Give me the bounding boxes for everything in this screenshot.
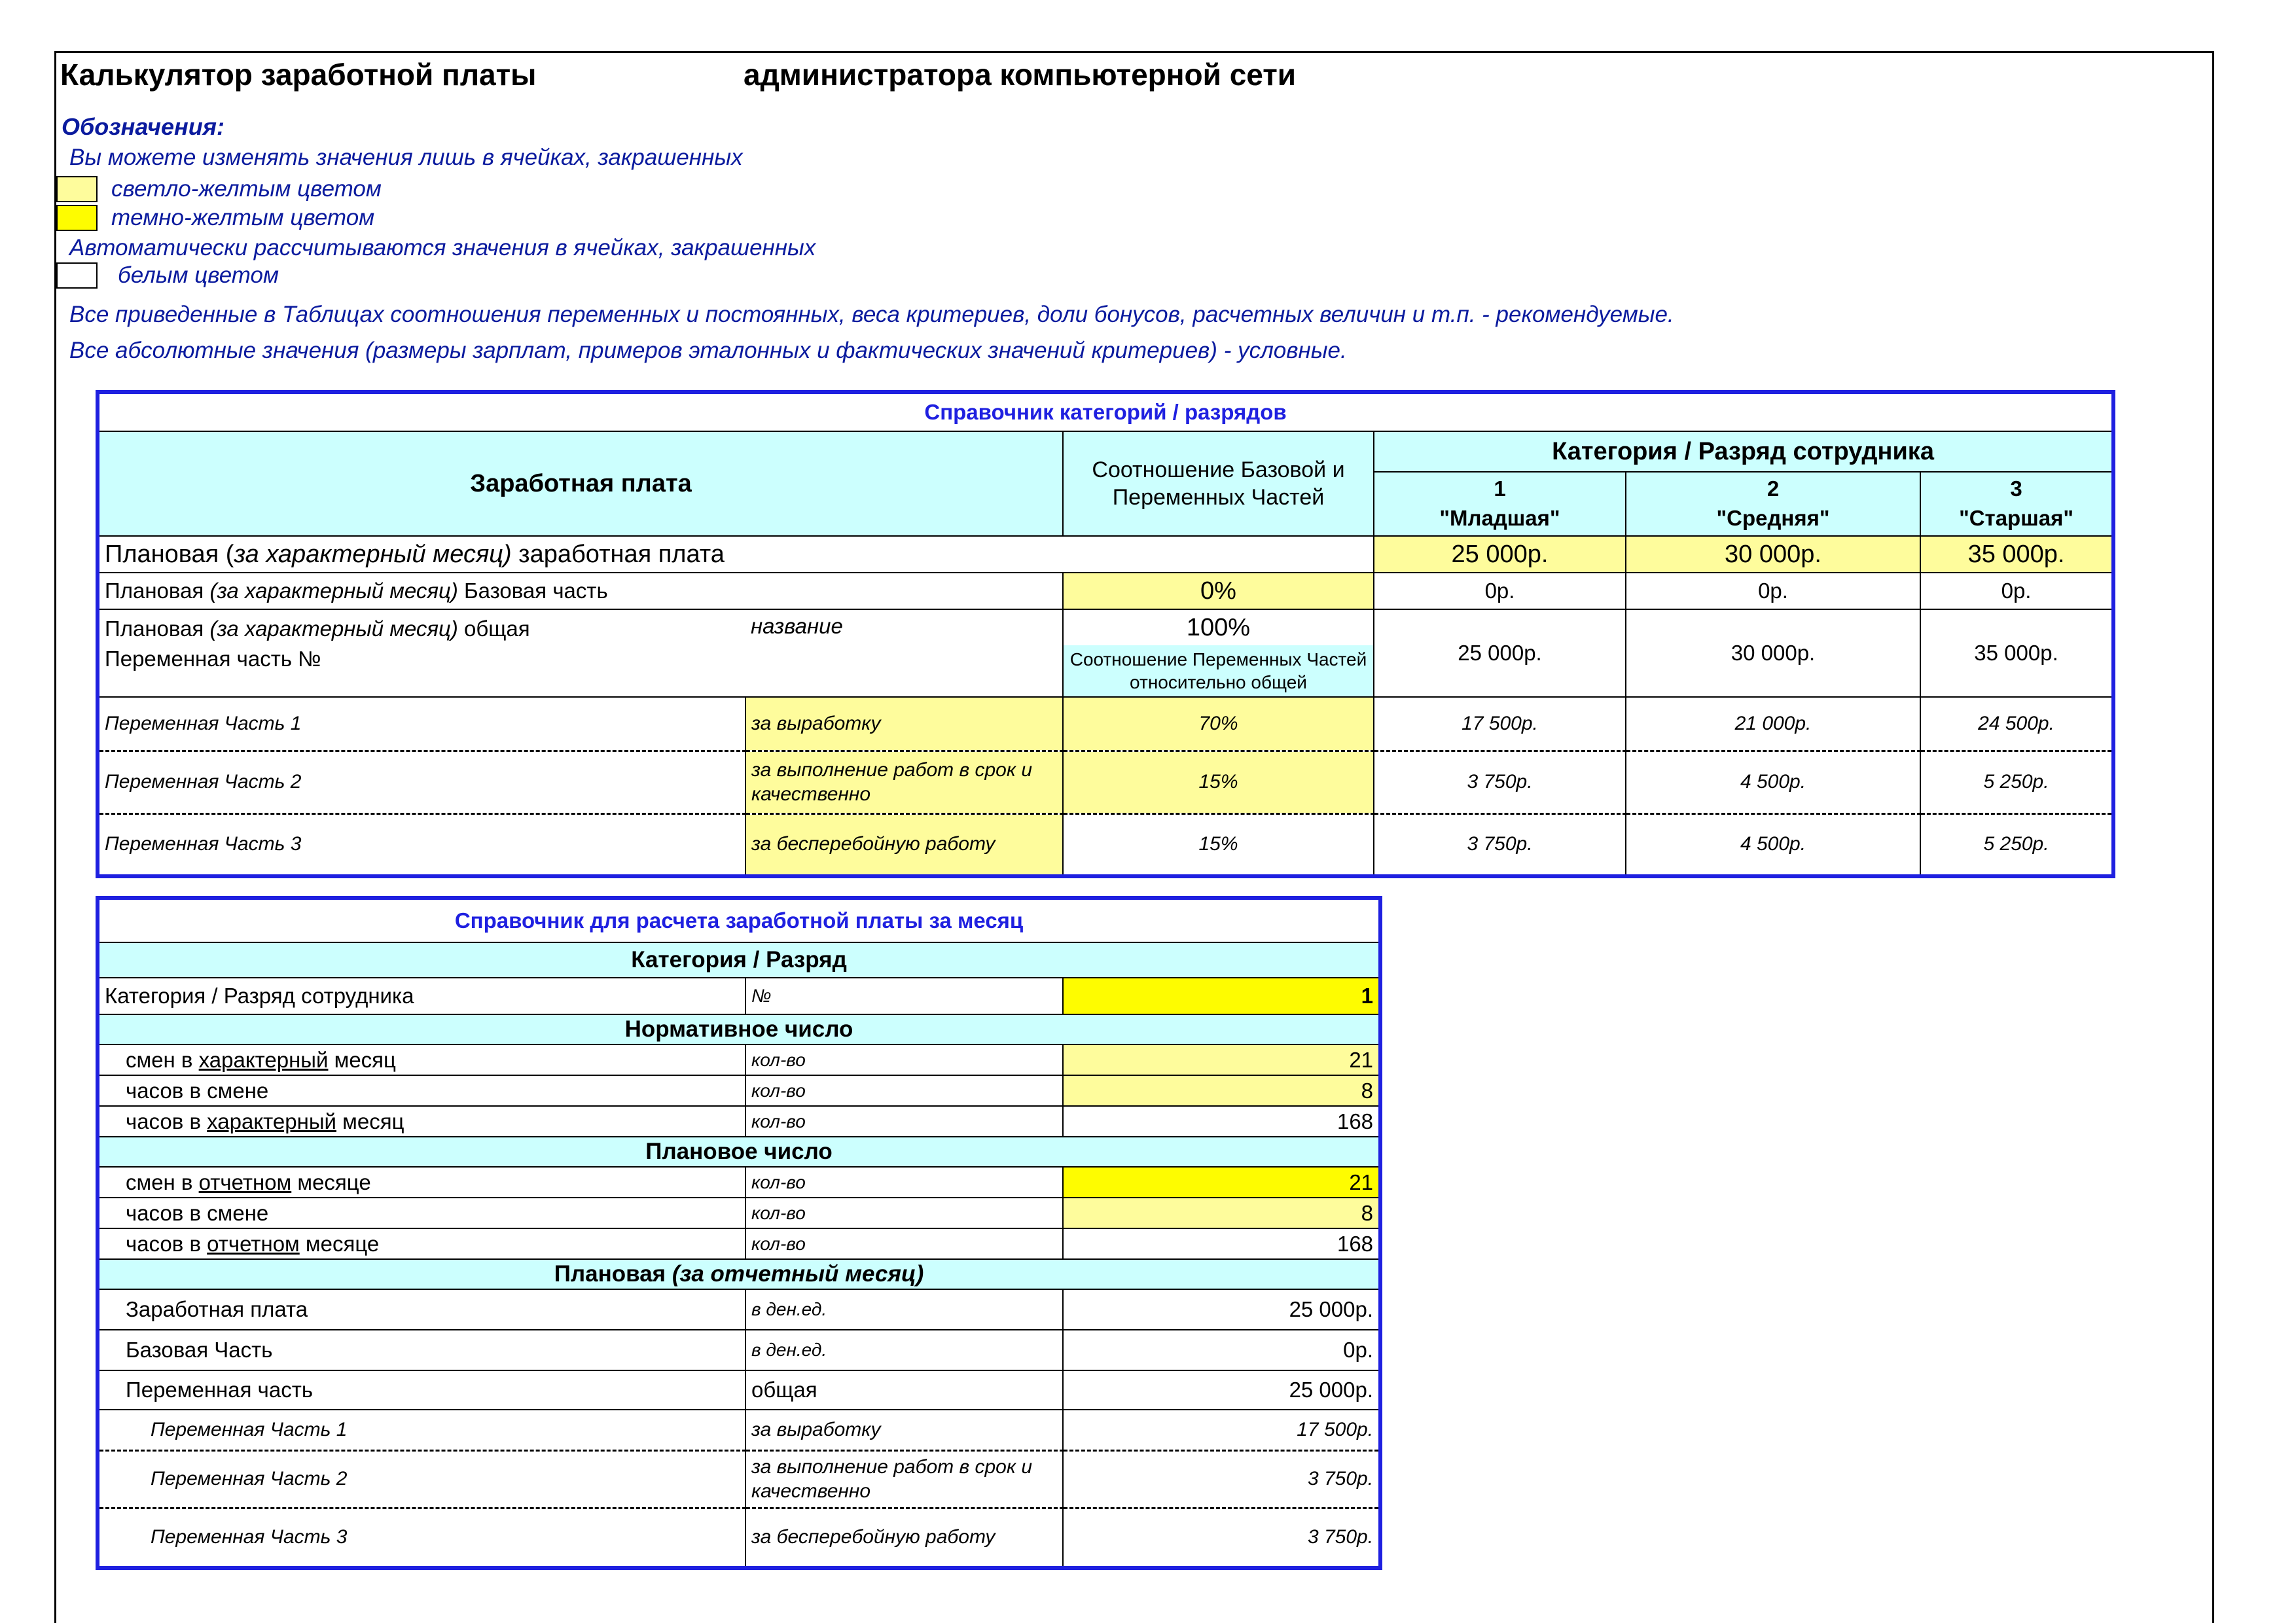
plan-hours-month-label: часов в отчетном месяце [98,1228,745,1259]
part-2-name: за выполнение работ в срок и качественно [745,1450,1063,1508]
category-label: Категория / Разряд сотрудника [98,978,745,1014]
variable-part-1-cat-2: 21 000р. [1626,697,1920,751]
variable-part-3-cat-2: 4 500р. [1626,813,1920,876]
variable-row-unit: общая [745,1370,1063,1410]
base-row-label: Базовая Часть [98,1330,745,1370]
plan-hours-month-unit: кол-во [745,1228,1063,1259]
part-1-label: Переменная Часть 1 [98,1410,745,1450]
category-header: Категория / Разряд сотрудника [1374,431,2113,472]
planned-salary-cat-2[interactable]: 30 000р. [1626,536,1920,573]
variable-row-value: 25 000р. [1063,1370,1380,1410]
plan-hours-per-shift-unit: кол-во [745,1198,1063,1228]
variable-part-3-cat-1: 3 750р. [1374,813,1626,876]
variable-total-ratio: 100% [1186,614,1251,641]
variable-part-3-ratio: 15% [1063,813,1374,876]
base-part-cat-1: 0р. [1374,573,1626,609]
variable-part-1-cat-3: 24 500р. [1920,697,2113,751]
variable-part-2-name[interactable]: за выполнение работ в срок и качественно [745,751,1063,813]
norm-hours-per-shift-unit: кол-во [745,1075,1063,1106]
page-title: Калькулятор заработной платы [60,58,537,92]
norm-hours-month-unit: кол-во [745,1106,1063,1137]
base-part-ratio[interactable]: 0% [1063,573,1374,609]
part-2-label: Переменная Часть 2 [98,1450,745,1508]
norm-shifts-label: смен в характерный месяц [98,1044,745,1075]
page-subtitle: администратора компьютерной сети [744,58,1297,92]
variable-part-2-cat-1: 3 750р. [1374,751,1626,813]
category-section: Категория / Разряд [98,942,1380,978]
variable-part-2-label: Переменная Часть 2 [98,751,745,813]
white-swatch [56,262,98,289]
part-2-value: 3 750р. [1063,1450,1380,1508]
legend-editable-note: Вы можете изменять значения лишь в ячейках, закрашенных [69,145,743,170]
part-3-label: Переменная Часть 3 [98,1508,745,1568]
plan-hours-per-shift-input[interactable]: 8 [1063,1198,1380,1228]
norm-hours-month-label: часов в характерный месяц [98,1106,745,1137]
base-part-cat-2: 0р. [1626,573,1920,609]
variable-part-1-cat-1: 17 500р. [1374,697,1626,751]
salary-header: Заработная плата [98,431,1063,536]
normative-section: Нормативное число [98,1014,1380,1044]
variable-part-1-label: Переменная Часть 1 [98,697,745,751]
variable-part-3-name[interactable]: за бесперебойную работу [745,813,1063,876]
light-yellow-swatch [56,176,98,202]
variable-part-2-cat-2: 4 500р. [1626,751,1920,813]
variable-total-cat-1: 25 000р. [1374,609,1626,697]
planned-salary-label: Плановая (за характерный месяц) заработная плата [98,536,1374,573]
variable-part-3-cat-3: 5 250р. [1920,813,2113,876]
base-part-cat-3: 0р. [1920,573,2113,609]
category-2-header: 2 "Средняя" [1626,472,1920,536]
ratio-header: Соотношение Базовой и Переменных Частей [1063,431,1374,536]
plan-shifts-label: смен в отчетном месяце [98,1167,745,1198]
category-3-header: 3 "Старшая" [1920,472,2113,536]
variable-row-label: Переменная часть [98,1370,745,1410]
plan-hours-month-value: 168 [1063,1228,1380,1259]
category-input[interactable]: 1 [1063,978,1380,1014]
planned-number-section: Плановое число [98,1137,1380,1167]
part-1-name: за выработку [745,1410,1063,1450]
planned-salary-cat-1[interactable]: 25 000р. [1374,536,1626,573]
legend-white: белым цветом [118,262,279,288]
variable-part-2-cat-3: 5 250р. [1920,751,2113,813]
plan-hours-per-shift-label: часов в смене [98,1198,745,1228]
variable-total-label: Плановая (за характерный месяц) общая Переменная часть № [98,609,745,697]
category-1-header: 1 "Младшая" [1374,472,1626,536]
base-row-value: 0р. [1063,1330,1380,1370]
legend-light-yellow: светло-желтым цветом [111,176,382,202]
norm-hours-per-shift-input[interactable]: 8 [1063,1075,1380,1106]
note-recommended: Все приведенные в Таблицах соотношения переменных и постоянных, веса критериев, доли бонусов, расчетных величин и т.п. - рекомендуемые. [69,302,1674,327]
variable-part-3-label: Переменная Часть 3 [98,813,745,876]
norm-hours-month-value: 168 [1063,1106,1380,1137]
plan-shifts-input[interactable]: 21 [1063,1167,1380,1198]
legend-dark-yellow: темно-желтым цветом [111,205,375,230]
worksheet [54,51,2214,1623]
variable-total-ratio-cell [1063,609,1374,697]
dark-yellow-swatch [56,205,98,231]
salary-row-label: Заработная плата [98,1289,745,1330]
variable-total-cat-3: 35 000р. [1920,609,2113,697]
norm-shifts-unit: кол-во [745,1044,1063,1075]
categories-reference-table [96,390,2115,878]
part-3-value: 3 750р. [1063,1508,1380,1568]
planned-month-section: Плановая (за отчетный месяц) [98,1259,1380,1289]
note-conditional: Все абсолютные значения (размеры зарплат, примеров эталонных и фактических значений критериев) - условные. [69,338,1347,363]
legend-heading: Обозначения: [62,113,224,140]
norm-shifts-input[interactable]: 21 [1063,1044,1380,1075]
variable-part-1-name[interactable]: за выработку [745,697,1063,751]
variable-part-1-ratio[interactable]: 70% [1063,697,1374,751]
monthly-salary-table [96,896,1382,1570]
variable-name-label: название [745,609,1063,697]
variable-ratio-note: Соотношение Переменных Частей относительно общей [1064,645,1373,696]
salary-row-value: 25 000р. [1063,1289,1380,1330]
planned-salary-cat-3[interactable]: 35 000р. [1920,536,2113,573]
legend-auto-note: Автоматически рассчитываются значения в ячейках, закрашенных [69,235,816,260]
table-caption: Справочник категорий / разрядов [98,392,2113,431]
plan-shifts-unit: кол-во [745,1167,1063,1198]
base-row-unit: в ден.ед. [745,1330,1063,1370]
part-1-value: 17 500р. [1063,1410,1380,1450]
part-3-name: за бесперебойную работу [745,1508,1063,1568]
base-part-label: Плановая (за характерный месяц) Базовая часть [98,573,1063,609]
variable-part-2-ratio[interactable]: 15% [1063,751,1374,813]
table-caption: Справочник для расчета заработной платы за месяц [98,898,1380,942]
norm-hours-per-shift-label: часов в смене [98,1075,745,1106]
salary-row-unit: в ден.ед. [745,1289,1063,1330]
variable-total-cat-2: 30 000р. [1626,609,1920,697]
category-unit: № [745,978,1063,1014]
